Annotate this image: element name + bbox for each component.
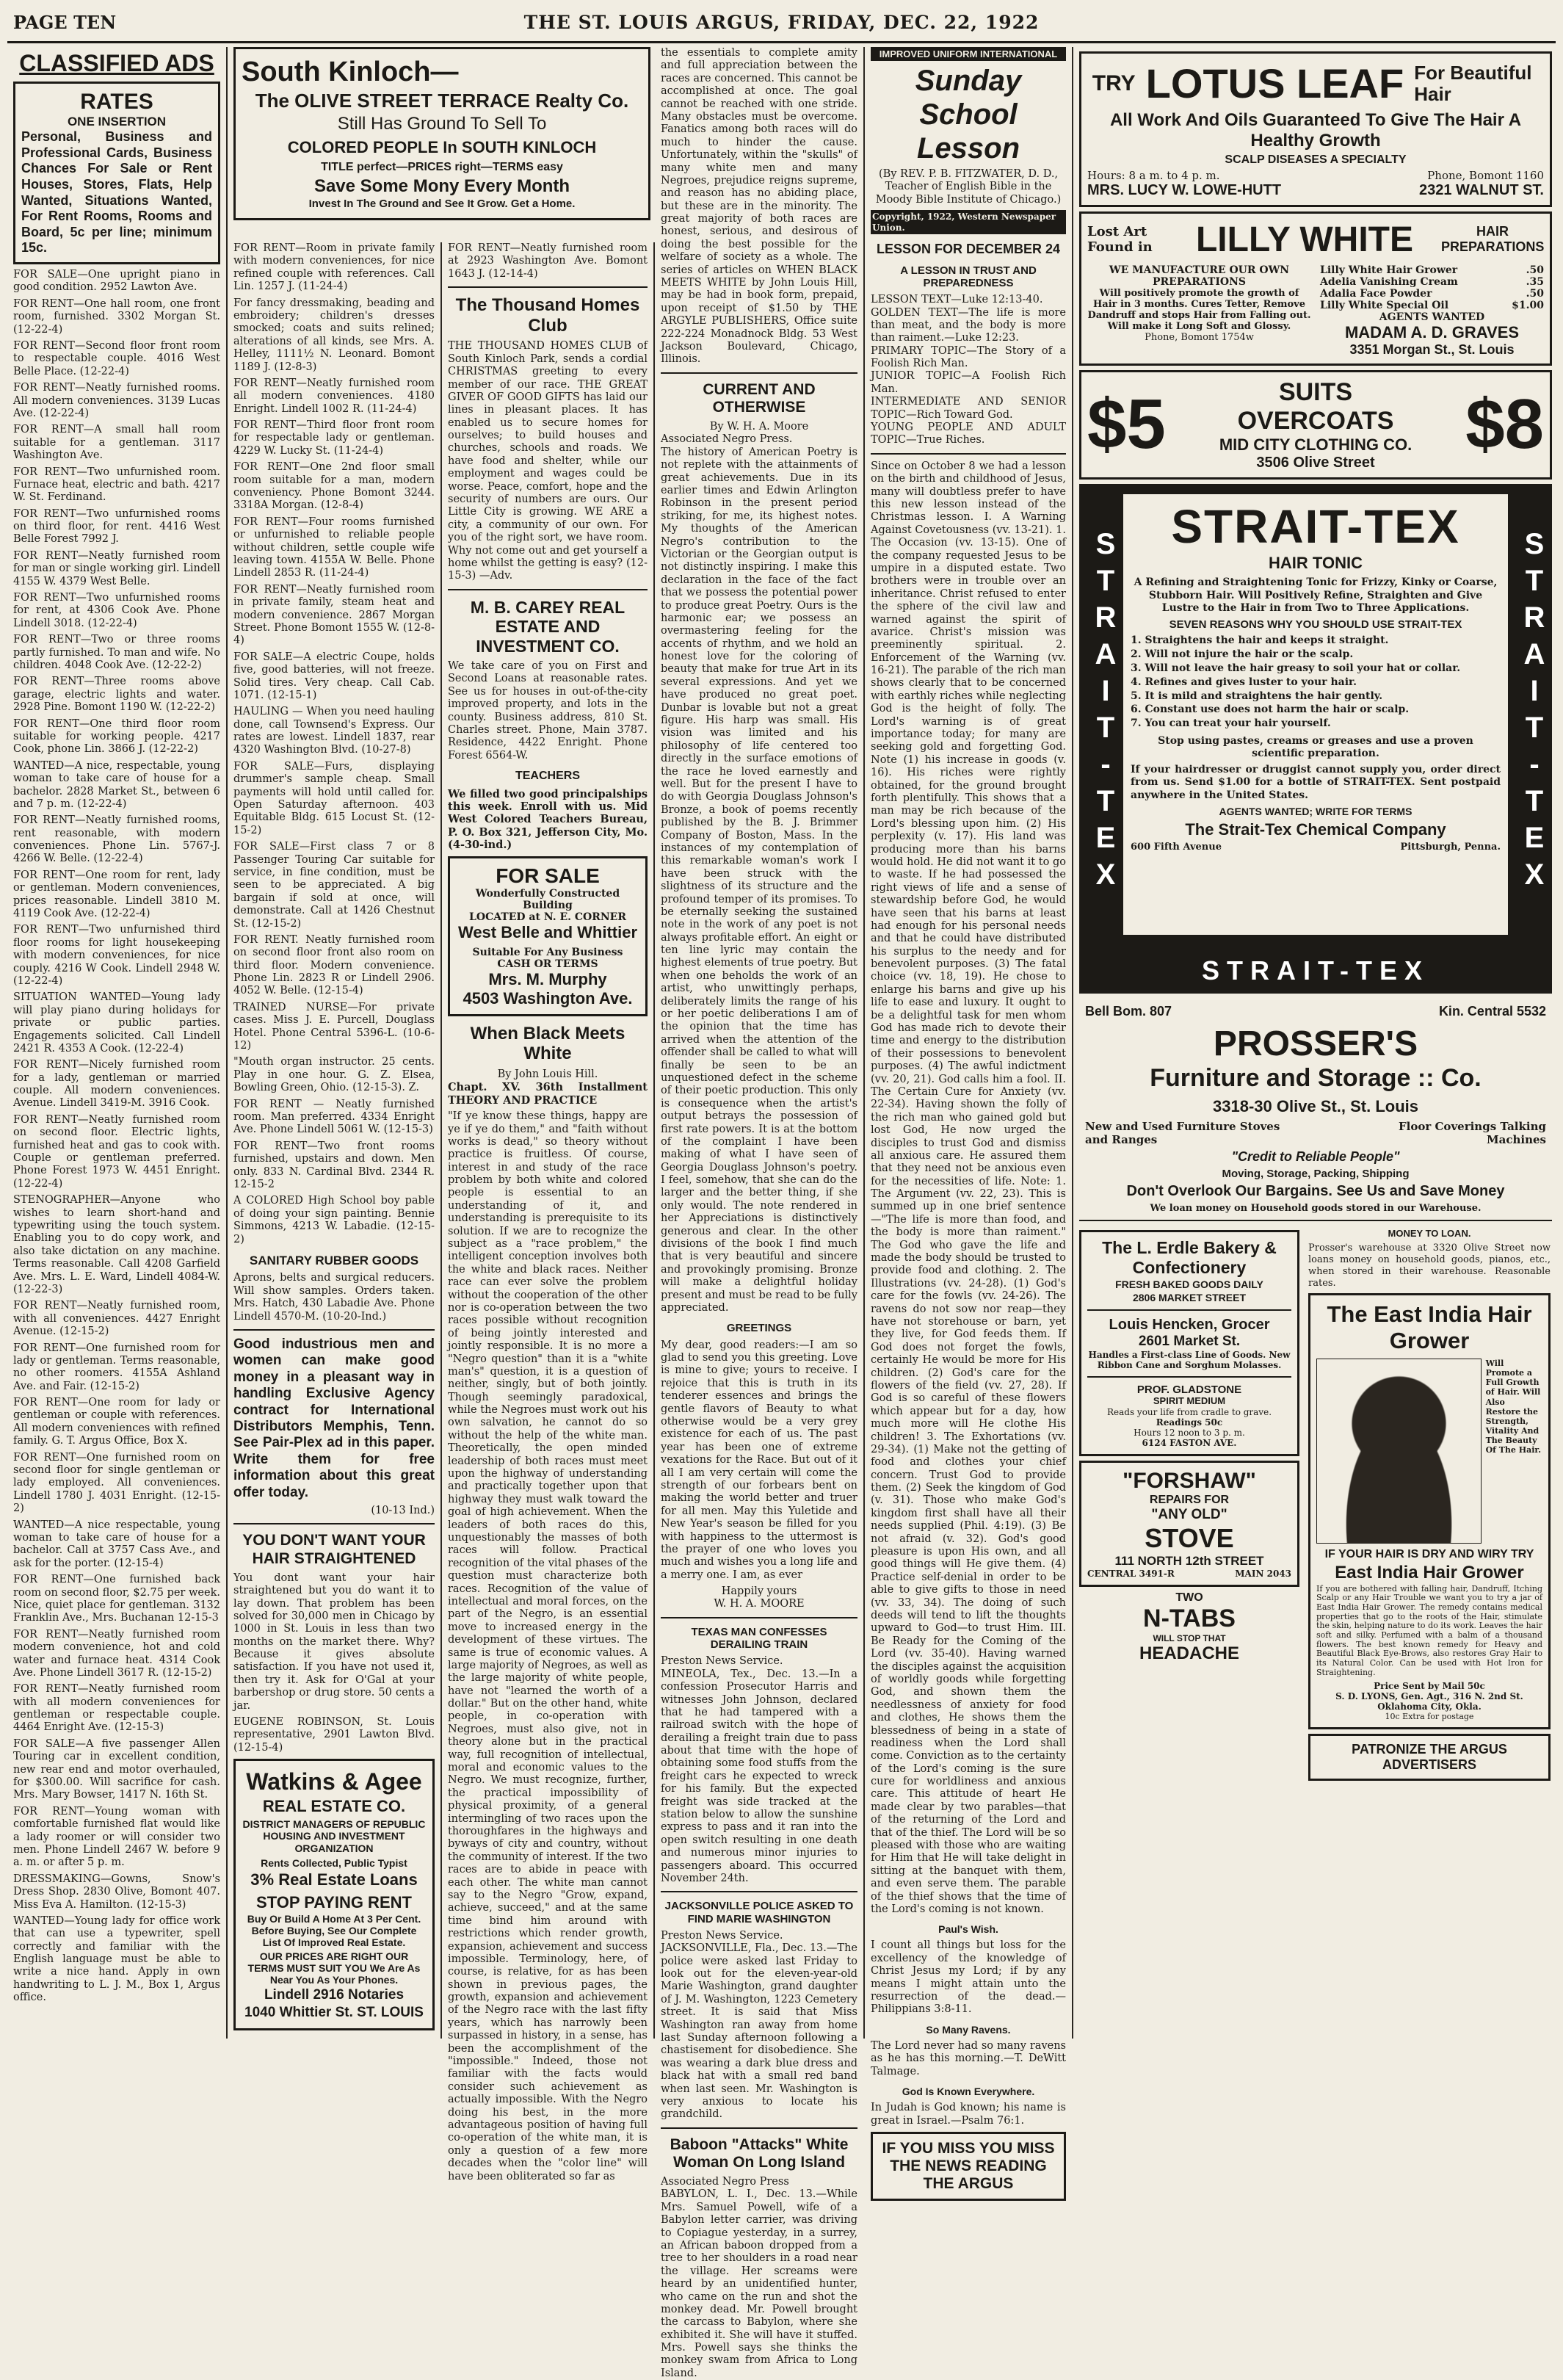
jax-text: JACKSONVILLE, Fla., Dec. 13.—The police were asked last Friday to look out for the eleven-year-old Marie Washington, grand daughter of J. M. Washington, 1223 Cemetery street. It is said that Miss Washington ran away from home last Sunday afternoon following a chastisement for disobedience. She was wearing a dark blue dress and black hat with a small red band when last seen. Mr. Washington is very anxious to locate his grandchild. — [661, 1942, 857, 2121]
classified-ad: FOR RENT—Neatly furnished rooms, rent reasonable, with modern conveniences. Phone Lin. 5767-J. 4266 W. Belle. (12-22-4) — [13, 814, 220, 865]
classified-ad: FOR RENT—Third floor front room for respectable lady or gentleman. 4229 W. Lucky St. (11-24-4) — [233, 419, 435, 457]
bottom-left-ads — [1079, 1226, 1299, 1784]
gladstone-title: PROF. GLADSTONE — [1136, 1383, 1242, 1396]
current-byline: By W. H. A. Moore — [709, 421, 809, 433]
classified-ad: WANTED—A nice, respectable, young woman to take care of house for a bachelor. 2828 Market St., between 6 and 7 p. m. (12-22-4) — [13, 759, 220, 810]
sanitary-heading: SANITARY RUBBER GOODS — [249, 1253, 419, 1267]
loan-text: Prosser's warehouse at 3320 Olive Street now loans money on household goods, pianos, etc., when stored in their warehouse. Reasonable rates. — [1308, 1243, 1551, 1289]
classified-ad: FOR SALE—A five passenger Allen Touring car in excellent condition, new rear end and motor overhauled, for $300.00. Will sacrifice for cash. Mrs. Mary Bowser, 1417 N. 16th St. — [13, 1737, 220, 1801]
strait-side-left — [1087, 527, 1122, 905]
divider — [871, 453, 1066, 455]
forshaw-repairs: REPAIRS FOR — [1149, 1494, 1230, 1507]
eastindia-extra: 10c Extra for postage — [1385, 1712, 1474, 1722]
classified-ad: FOR RENT—Neatly furnished room with all modern conveniences for gentleman or respectable couple. 4464 Enright Ave. (12-15-3) — [13, 1683, 220, 1734]
lesson-young: YOUNG PEOPLE AND ADULT TOPIC—True Riches. — [871, 422, 1066, 446]
east-india-ad — [1308, 1293, 1551, 1729]
watkins-line: Buy Or Build A Home At 3 Per Cent. Before Buying, See Our Complete List Of Improved Real Estate. — [247, 1913, 421, 1949]
classified-ad: FOR RENT—Neatly furnished room all modern conveniences. 4180 Enright. Lindell 1002 R. (11-24-4) — [233, 377, 435, 415]
forshaw-ad — [1079, 1461, 1299, 1587]
forsale-line: 4503 Washington Ave. — [463, 988, 633, 1008]
eastindia-side: Will Promote a Full Growth of Hair. Will Also Restore the Strength, Vitality And The Beauty Of The Hair. — [1485, 1358, 1542, 1455]
loan-heading: MONEY TO LOAN. — [1388, 1228, 1471, 1240]
classified-ad: FOR RENT—One room for rent, lady or gentleman. Modern conveniences, prices reasonable. Lindell 3810 M. 4119 Cook Ave. (12-22-4) — [13, 869, 220, 920]
strait-intro: A Refining and Straightening Tonic for Frizzy, Kinky or Coarse, Stubborn Hair. Will Positively Refine, Straighten and Give Lustre to the Hair in from Two to Three Applications. — [1134, 576, 1498, 614]
prosser-floor: Floor Coverings Talking Machines — [1399, 1120, 1546, 1147]
forsale-line: Suitable For Any Business — [472, 946, 623, 958]
paul-text: I count all things but loss for the excellency of the knowledge of Christ Jesus my Lord; if by any means I might attain unto the resurrection of the dead.—Philippians 3:8-11. — [871, 1939, 1066, 2016]
lesson-junior: JUNIOR TOPIC—A Foolish Rich Man. — [871, 370, 1066, 395]
classified-title: CLASSIFIED ADS — [19, 50, 214, 76]
strait-tex-ad — [1079, 484, 1552, 994]
lotus-name: MRS. LUCY W. LOWE-HUTT — [1087, 181, 1282, 198]
hair-text: You dont want your hair straightened but you do want it to lay down. That problem has been solved for 30,000 men in Chicago by 1000 in St. Louis in less than two months on the market there. Why? Because it gives absolute satisfaction. If you have not used it, then try it. Ask for O'Gal at your barbershop or drug store. 50 cents a jar. — [233, 1571, 435, 1712]
lilly-white-ad — [1079, 211, 1552, 366]
prosser-title: PROSSER'S — [1213, 1024, 1418, 1063]
lilly-lost: Lost Art Found in — [1087, 224, 1153, 256]
rates-text: Personal, Business and Professional Cards, Business Chances For Sale or Rent Houses, Stores, Flats, Help Wanted, Situations Wanted, For Rent Rooms, Rooms and Board, 5c per line; minimum 15c. — [21, 129, 212, 256]
classified-ad: HAULING — When you need hauling done, call Townsend's Express. Our rates are lowest. Lindell 1837, rear 4320 Washington Blvd. (10-27-8) — [233, 706, 435, 756]
forsale-line: Mrs. M. Murphy — [488, 969, 607, 988]
lotus-line: All Work And Oils Guaranteed To Give The Hair A Healthy Growth — [1109, 110, 1522, 151]
hencken-title: Louis Hencken, Grocer — [1109, 1317, 1270, 1334]
classified-ad: WANTED—A nice respectable, young woman to take care of house for a bachelor. Call at 3757 Cass Ave., and ask for the porter. (12-15-4) — [13, 1519, 220, 1569]
watkins-line: OUR PRICES ARE RIGHT OUR TERMS MUST SUIT YOU We Are As Near You As Your Phones. — [247, 1950, 421, 1986]
lilly-price-row — [1320, 288, 1544, 300]
kinloch-line: Invest In The Ground and See It Grow. Get a Home. — [308, 198, 576, 211]
page-number: PAGE TEN — [13, 12, 117, 33]
classified-ad: FOR SALE—One upright piano in good condition. 2952 Lawton Ave. — [13, 269, 220, 294]
gladstone-text: Reads your life from cradle to grave. — [1106, 1407, 1272, 1418]
wbmw-heading: When Black Meets White — [470, 1023, 625, 1064]
strait-reason: 1. Straightens the hair and keeps it straight. — [1131, 634, 1389, 646]
classified-ad: FOR RENT—Room in private family with modern conveniences, for nice refined couple with references. Call Lin. 1257 J. (11-24-4) — [233, 242, 435, 293]
column-ads — [1073, 47, 1558, 2039]
suits-line: OVERCOATS — [1237, 406, 1394, 435]
strait-druggist: If your hairdresser or druggist cannot supply you, order direct from us. Send $1.00 for a bottle of STRAIT-TEX. Sent postpaid anywhere in the United States. — [1131, 764, 1501, 801]
strait-seven: SEVEN REASONS WHY YOU SHOULD USE STRAIT-TEX — [1169, 618, 1462, 631]
strait-side-text: STRAIT-TEX — [1518, 527, 1551, 895]
prosser-bell: Bell Bom. 807 — [1085, 1003, 1172, 1019]
lilly-price-item: Lilly White Special Oil — [1320, 299, 1449, 311]
classified-ad: FOR RENT. Neatly furnished room on second floor front also room on third floor. Modern convenience. Phone Lin. 2823 R or Lindell 2906. 4052 W. Belle. (12-15-4) — [233, 933, 435, 997]
classified-ad: FOR RENT—Neatly furnished rooms. All modern conveniences. 3139 Lucas Ave. (12-22-4) — [13, 382, 220, 419]
lotus-leaf-ad — [1079, 51, 1552, 207]
argus-promo-box: IF YOU MISS YOU MISS THE NEWS READING THE ARGUS — [871, 2132, 1066, 2201]
strait-subtitle: HAIR TONIC — [1269, 554, 1363, 573]
classified-ad: FOR RENT—One furnished room for lady or gentleman. Terms reasonable, no other roomers. 4155A Ashland Ave. and Fair. (12-15-2) — [13, 1342, 220, 1392]
masthead — [7, 6, 1556, 43]
gladstone-subtitle: SPIRIT MEDIUM — [1153, 1395, 1226, 1407]
lilly-price: .50 — [1526, 264, 1544, 276]
forshaw-any: "ANY OLD" — [1151, 1507, 1227, 1523]
lesson-primary: PRIMARY TOPIC—The Story of a Foolish Rich Man. — [871, 344, 1066, 370]
strait-reason: 6. Constant use does not harm the hair or scalp. — [1131, 703, 1410, 716]
lilly-price-row — [1320, 264, 1544, 276]
classified-ad: FOR RENT—Neatly furnished room in private family, steam heat and modern convenience. 2867 Morgan Street. Phone Bomont 1555 W. (12-8-4) — [233, 583, 435, 647]
column-two-body — [228, 242, 442, 2039]
lilly-madam: MADAM A. D. GRAVES — [1344, 322, 1520, 341]
teachers-text: We filled two good principalships this week. Enroll with us. Mid West Colored Teachers Bureau, P. O. Box 321, Jefferson City, Mo. (4-30-ind.) — [448, 787, 648, 852]
lilly-we: WE MANUFACTURE OUR OWN PREPARATIONS — [1109, 264, 1290, 288]
prosser-subtitle: Furniture and Storage :: Co. — [1150, 1063, 1482, 1092]
divider — [448, 286, 648, 288]
wbmw-chapter: Chapt. XV. 36th Installment THEORY AND PRACTICE — [448, 1081, 648, 1107]
texas-text: MINEOLA, Tex., Dec. 13.—In a confession Prosecutor Harris and witnesses John Johnson, declared that he had tampered with a railroad switch with the hope of derailing a freight train due to pass about that time with the hope of obtaining some food stuffs from the freight cars he expected to wreck for his family. But the expected freight was side tracked at the station below to allow the sunshine express to pass and it ran into the open switch resulting in one death and numerous minor injuries to passengers aboard. This occurred November 24th. — [661, 1668, 857, 1884]
rates-box — [13, 82, 220, 264]
strait-reasons — [1131, 634, 1501, 731]
strait-reason: 3. Will not leave the hair greasy to soil your hat or collar. — [1131, 662, 1461, 674]
suits-line: 3506 Olive Street — [1256, 454, 1375, 471]
prosser-kinloch: Kin. Central 5532 — [1438, 1003, 1546, 1019]
classified-ad: FOR RENT—Neatly furnished room on second floor. Electric lights, furnished heat and gas to cook with. Couple or gentleman preferred. Phone Forest 1973 W. 4451 Enright. (12-22-4) — [13, 1113, 220, 1190]
woman-portrait-icon — [1316, 1359, 1482, 1544]
kinloch-title: South Kinloch— — [242, 57, 459, 87]
bottom-right-ads — [1308, 1226, 1551, 1784]
classified-ad: FOR RENT—One room for lady or gentleman or couple with references. All modern conveniences with refined family. G. T. Argus Office, Box X. — [13, 1397, 220, 1447]
lotus-try: TRY — [1092, 70, 1136, 95]
forsale-line: West Belle and Whittier — [457, 922, 638, 941]
watkins-line: 1040 Whittier St. ST. LOUIS — [244, 2004, 424, 2020]
kinloch-line: COLORED PEOPLE In SOUTH KINLOCH — [287, 138, 597, 157]
carey-heading: M. B. CAREY REAL ESTATE AND INVESTMENT CO. — [470, 597, 625, 656]
divider — [661, 1617, 857, 1618]
newspaper-title: THE ST. LOUIS ARGUS, FRIDAY, DEC. 22, 1922 — [523, 12, 1040, 33]
kinloch-line: TITLE perfect—PRICES right—TERMS easy — [321, 161, 563, 174]
column-four — [655, 47, 865, 2379]
watkins-title: Watkins & Agee — [246, 1768, 422, 1795]
strait-city: Pittsburgh, Penna. — [1400, 841, 1501, 853]
divider — [1087, 1309, 1291, 1311]
baboon-source: Associated Negro Press — [661, 2176, 789, 2188]
lilly-price-item: Adalia Face Powder — [1320, 287, 1432, 300]
forsale-ad — [448, 856, 648, 1016]
classified-ad: FOR RENT—Neatly furnished room, with all conveniences. 4427 Enright Avenue. (12-15-2) — [13, 1300, 220, 1338]
hair-heading: YOU DON'T WANT YOUR HAIR STRAIGHTENED — [242, 1532, 426, 1567]
greetings-text: My dear, good readers:—I am so glad to send you this greeting. Love is mine to give; yours to receive. I rejoice that this is truth in its tenderer essences and brings the gentle flavors of Beauty to what otherwise would be a very grey existence for each of us. The past year has been one of extreme vexations for the Race. But out of it all I am very certain will come the strength of our forbears bent on making the world better and truer for all men. May this Yuletide and New Year's season be filled for you with happiness to the uttermost is the prayer of one who loves you much and wishes you a long life and a merry one. I am, as ever — [661, 1339, 857, 1581]
classified-ad: DRESSMAKING—Gowns, Snow's Dress Shop. 2830 Olive, Bomont 407. Miss Eva A. Hamilton. (12-15-3) — [13, 1873, 220, 1911]
wbmw-byline: By John Louis Hill. — [497, 1068, 598, 1080]
forshaw-main: MAIN 2043 — [1235, 1569, 1291, 1580]
lilly-title: LILLY WHITE — [1195, 220, 1413, 259]
classified-ad: FOR RENT—Neatly furnished room at 2923 Washington Ave. Bomont 1643 J. (12-14-4) — [448, 242, 648, 280]
lesson-heading: LESSON FOR DECEMBER 24 — [876, 241, 1061, 256]
classified-ad: STENOGRAPHER—Anyone who wishes to learn short-hand and typewriting using the touch system. Enabling you to do copy work, and also take dictation on any machine. Terms reasonable. Call 4208 Garfield Ave. Mrs. L. E. Ward, Lindell 4084-W. (12-22-3) — [13, 1194, 220, 1295]
greetings-heading: GREETINGS — [726, 1322, 792, 1335]
eastindia-price: Price Sent by Mail 50c — [1374, 1681, 1485, 1692]
forsale-line: Wonderfully Constructed Building — [475, 887, 620, 911]
lilly-address: 3351 Morgan St., St. Louis — [1349, 341, 1515, 357]
column-five — [865, 47, 1073, 2193]
lotus-address: 2321 WALNUT ST. — [1418, 181, 1544, 198]
classified-ad: SITUATION WANTED—Young lady will play piano during holidays for private or public parties. Engagements solicited. Call Lindell 2421 R. 4353 A Cook. (12-22-4) — [13, 991, 220, 1055]
current-heading: CURRENT AND OTHERWISE — [703, 380, 816, 416]
kinloch-ad — [233, 47, 650, 220]
ssl-title: Sunday School — [915, 65, 1022, 131]
erdle-subtitle: FRESH BAKED GOODS DAILY — [1115, 1278, 1263, 1290]
lesson-text-head: LESSON TEXT—Luke 12:13-40. — [871, 294, 1043, 306]
strait-address: 600 Fifth Avenue — [1131, 841, 1222, 853]
strait-reason: 2. Will not injure the hair or the scalp. — [1131, 648, 1354, 660]
industrious-ad: Good industrious men and women can make good money in a pleasant way in handling Exclusive Agency contract for International Distributors Memphis, Tenn. See Pair-Plex ad in this paper. Write them for free information about this great offer today. — [233, 1337, 435, 1500]
lilly-price: .50 — [1526, 287, 1544, 300]
eastindia-title2: East India Hair Grower — [1335, 1563, 1524, 1583]
watkins-line: DISTRICT MANAGERS OF REPUBLIC HOUSING AND INVESTMENT ORGANIZATION — [242, 1818, 426, 1854]
eastindia-address: S. D. LYONS, Gen. Agt., 316 N. 2nd St. Oklahoma City, Okla. — [1335, 1691, 1523, 1712]
known-text: In Judah is God known; his name is great in Israel.—Psalm 76:1. — [871, 2102, 1066, 2127]
patronize-box: PATRONIZE THE ARGUS ADVERTISERS — [1308, 1734, 1551, 1780]
classified-ad: FOR RENT—One hall room, one front room, furnished. 3302 Morgan St. (12-22-4) — [13, 297, 220, 336]
strait-reason: 7. You can treat your hair yourself. — [1131, 717, 1331, 730]
prosser-credit: "Credit to Reliable People" — [1231, 1149, 1400, 1165]
strait-agents: AGENTS WANTED; WRITE FOR TERMS — [1219, 805, 1412, 817]
divider — [661, 2127, 857, 2129]
strait-bottom: STRAIT-TEX — [1201, 955, 1429, 985]
divider — [661, 1891, 857, 1892]
classified-ad: FOR RENT—Neatly furnished room modern convenience, hot and cold water and furnace heat. 4314 Cook Ave. Phone Lindell 3617 R. (12-15-2) — [13, 1628, 220, 1679]
lilly-price-row — [1320, 300, 1544, 311]
ntabs-ad — [1079, 1591, 1299, 1664]
forsale-line: CASH OR TERMS — [497, 958, 598, 970]
texas-heading: TEXAS MAN CONFESSES DERAILING TRAIN — [691, 1625, 827, 1652]
watkins-line: Lindell 2916 Notaries — [264, 1986, 405, 2003]
classified-ad: For fancy dressmaking, beading and embroidery; children's dresses smocked; coats and suits relined; alterations of all kinds, see Mrs. A. Helley, 1111½ N. Leonard. Bomont 1189 J. (12-8-3) — [233, 297, 435, 373]
classified-ad: FOR RENT—A small hall room suitable for a gentleman. 3117 Washington Ave. — [13, 424, 220, 462]
baboon-heading: Baboon "Attacks" White Woman On Long Island — [670, 2135, 849, 2171]
current-text: The history of American Poetry is not replete with the attainments of great achievements. Due in its earlier times and Edwin Arlington Robinson in the present period striking, for me, its highest notes. My thoughts of the American Negro's contribution to the Victorian or the Georgian output is not distinctly inspiring. I make this declaration in the face of the fact that we possess the potential power to produce great Poetry. Ours is the harmonic ear; we possess an overmastering feeling for the accents of rhythm, and we hold an honest love for the coloring of beauty that make for true Art in its several expressions. And yet we have produced no great poet. Dunbar is lovable but not a great figure. His harp was small. His vision was limited and his philosophy of life centered too directly in the surface emotions of the race he loved earnestly and well. But for the present I have to do with Georgia Douglass Johnson's Bronze, a book of poems recently published by the B. J. Brimmer Company of Boston, Mass. In the instances of my contemplation of this remarkable woman's work I have been struck with the slightness of its structure and the profound temper of its promises. To be eternally seeking the sustained note in the work of any poet is not always profitable effort. An eight or ten line lyric may contain the highest elements of true poetry. But when one beholds the work of an artist, who unwittingly perhaps, deliberately limits the range of his or her poetic deliberations I am of the opinion that the time has arrived when the attention of the offender shall be called to what will finally be seen to be an unquestioned defect in the scheme of their poetic production. This only is consequence when the artist's output betrays the possession of first rate powers. It is at the bottom of the complaint I have been making of what I have seen of Georgia Douglass Johnson's poetry. I feel, somehow, that she can do the larger and the better thing, if she only would. The note rendered in her Appreciations is distinctively generous and clear. In the other divisions of the book I find much that is very beautiful and sincere and provokingly promising. Bronze will make a delightful holiday present and must be read to be fully appreciated. — [661, 446, 857, 1314]
classified-ad: FOR RENT—Two unfurnished rooms on third floor, for rent. 4416 West Belle Forest 7992 J. — [13, 507, 220, 546]
lilly-phone: Phone, Bomont 1754w — [1145, 331, 1254, 343]
ntabs-stop: WILL STOP THAT — [1153, 1633, 1226, 1644]
column-three — [442, 242, 655, 2182]
prosser-ad — [1079, 998, 1552, 1222]
strait-company: The Strait-Tex Chemical Company — [1185, 820, 1446, 839]
classified-ad: FOR RENT—Two unfurnished room. Furnace heat, electric and bath. 4217 W. St. Ferdinand. — [13, 466, 220, 504]
teachers-heading: TEACHERS — [515, 770, 580, 783]
jax-heading: JACKSONVILLE POLICE ASKED TO FIND MARIE WASHINGTON — [664, 1900, 854, 1925]
kinloch-company: The OLIVE STREET TERRACE Realty Co. — [255, 89, 629, 112]
forsale-line: LOCATED at N. E. CORNER — [469, 911, 626, 923]
carey-text: We take care of you on First and Second Loans at reasonable rates. See us for houses in out-of-the-city improved property, and lots in the county. Business address, 810 St. Charles street. Phone, Main 3787. Residence, 4422 Enright. Phone Forest 6564-W. — [448, 660, 648, 762]
kinloch-line: Still Has Ground To Sell To — [337, 113, 547, 134]
ravens-heading: So Many Ravens. — [926, 2023, 1011, 2036]
classified-ad: FOR RENT—Second floor front room to respectable couple. 4016 West Belle Place. (12-22-4) — [13, 340, 220, 377]
rates-title: RATES — [80, 89, 153, 114]
suits-line: SUITS — [1278, 377, 1353, 406]
divider — [233, 1329, 435, 1331]
gladstone-readings: Readings 50c — [1156, 1417, 1223, 1428]
gladstone-address: 6124 FASTON AVE. — [1142, 1438, 1237, 1449]
paul-heading: Paul's Wish. — [938, 1923, 998, 1936]
classified-ad: "Mouth organ instructor. 25 cents. Play in one hour. G. Z. Elsea, Bowling Green, Ohio. (12-15-3). Z. — [233, 1056, 435, 1094]
strait-side-right — [1515, 527, 1551, 905]
divider — [448, 589, 648, 590]
classified-ad: FOR SALE—First class 7 or 8 Passenger Touring Car suitable for service, in fine condition, must be seen to be appreciated. A big bargain if sold at once, will demonstrate. Call at 1426 Chestnut St. (12-15-2) — [233, 841, 435, 930]
hencken-text: Handles a First-class Line of Goods. New Ribbon Cane and Sorghum Molasses. — [1088, 1350, 1291, 1370]
watkins-subtitle: REAL ESTATE CO. — [262, 1797, 406, 1816]
ntabs-two: TWO — [1175, 1591, 1203, 1605]
classified-ad: FOR RENT—Two or three rooms partly furnished. To man and wife. No children. 4048 Cook Ave. (12-22-2) — [13, 634, 220, 671]
jax-source: Preston News Service. — [661, 1929, 783, 1942]
lilly-price-item: Lilly White Hair Grower — [1320, 264, 1458, 276]
forshaw-title: "FORSHAW" — [1123, 1469, 1256, 1494]
erdle-address: 2806 MARKET STREET — [1132, 1292, 1247, 1304]
industrious-ref: (10-13 Ind.) — [371, 1505, 435, 1517]
baboon-text: BABYLON, L. I., Dec. 13.—While Mrs. Samuel Powell, wife of a Babylon letter carrier, was driving to Copiague yesterday, in a surrey, an African baboon dropped from a tree to her shoulders in a road near the village. Her screams were heard by an unidentified hunter, who came on the run and shot the monkey dead. Mr. Powell brought the carcass to Babylon, where she exhibited it. She will have it stuffed. Mrs. Powell says she thinks the monkey swam from Africa to Long Island. — [661, 2188, 857, 2379]
divider — [233, 1523, 435, 1524]
prosser-new: New and Used Furniture Stoves and Ranges — [1085, 1120, 1280, 1147]
lilly-agents: AGENTS WANTED — [1379, 311, 1485, 323]
lesson-body: Since on October 8 we had a lesson on the birth and childhood of Jesus, many will doubtless prefer to have this new lesson instead of the Christmas lesson. I. A Warning Against Covetousness (vv. 13-21). 1. The Occasion (vv. 13-15). One of the company requested Jesus to be umpire in a disputed estate. Two brothers were in trouble over an inheritance. Christ refused to enter the sphere of the civil law and warned against the spirit of avarice. Christ's mission was preeminently spiritual. 2. Enforcement of the Warning (vv. 16-21). The parable of the rich man shows clearly that to be concerned with earthly riches while neglecting God is the height of folly. The Lord's warning is of great importance today; for many are seeking gold and forgetting God. Note (1) his increase in goods (v. 16). His riches were rightly obtained, for the ground brought forth plentifully. This shows that a man may be rich because of the Lord's blessing upon him. (2) His perplexity (v. 17). His land was producing more than his barns would hold. He did not want it to go to waste. If he had possessed the right views of life and a sense of stewardship before God, he would have seen that his barns at least had enough for his personal needs and that he could have distributed his surplus to the needy and for benevolent purposes. (3) The fatal choice (vv. 18, 19). He chose to enlarge his barns and give up his life to ease and luxury. It ought to be a delightful task for men whom God has made rich to devote their time and energy to the distribution of their possessions to benevolent purposes. (4) The awful indictment (vv. 20, 21). God calls him a fool. II. The Certain Cure for Anxiety (vv. 22-34). Having shown the folly of the rich man who gained gold but lost God, He now urged the disciples to trust God and dismiss all anxious care. He assured them that they need not be anxious even for the necessities of life. Note: 1. The Argument (vv. 22, 23). This is summed up in one brief sentence—"The life is more than food, and the body is more than raiment." The God who gave the life and made the body should be trusted to provide food and clothing. 2. The Illustrations (vv. 24-28). (1) God's care for the fowls (vv. 24-26). The ravens do not sow nor reap—they have not storehouse or barn, yet they live, for God feeds them. If God does not forget the fowls, certainly He would be more for His children. (2) God's care for the flowers of the field (vv. 27, 28). If God is so careful of these flowers which appear but for a day, how much more will He clothe His children! 3. The Exhortations (vv. 29-34). (1) Make not the getting of food and clothes your chief concern. Trust God to provide them. (2) Seek the kingdom of God (v. 31). Those who make God's kingdom first shall have all their needs supplied (Phil. 4:19). (3) Be not afraid (v. 32). God's good pleasure is upon His own, and all good things will He give them. (4) Practice self-denial in order to be able to give gifts to those in need (vv. 33, 34). The doing of such deeds will tend to lift the thoughts upward to God—to trust Him. III. Be Ready for the Coming of the Lord (vv. 35-40). Having warned the disciples against the acquisition of worldly goods while forgetting God, and shown them the needlessness of anxiety for food and clothes, He shows them the blessedness of being in a state of readiness when the Lord shall come. Conviction as to the certainty of the Lord's coming is the sure cure for worldliness and anxious care. This attitude of heart He made clear by two parables—that of the returning of the Lord and that of the thief. The Lord will be so pleased with those who are waiting for Him that He will take delight in sitting at the banquet with them, and even serve them. The parable of the thief shows that the time of the Lord's coming is not known. — [871, 460, 1066, 1915]
strait-title: STRAIT-TEX — [1171, 499, 1460, 553]
watkins-ad — [233, 1759, 435, 2030]
classified-ad: FOR RENT—Four rooms furnished or unfurnished to reliable people without children, settle couple wife leaving town. 4155A W. Belle. Phone Lindell 2853 R. (11-24-4) — [233, 516, 435, 579]
lesson-intermediate: INTERMEDIATE AND SENIOR TOPIC—Rich Toward God. — [871, 396, 1066, 421]
erdle-ad — [1079, 1230, 1299, 1456]
lotus-for: For Beautiful Hair — [1414, 61, 1532, 105]
ssl-top: IMPROVED UNIFORM INTERNATIONAL — [871, 47, 1066, 61]
bottom-ads-row — [1079, 1226, 1552, 1784]
strait-reason: 4. Refines and gives luster to your hair. — [1131, 676, 1357, 688]
classified-ad: FOR RENT—One furnished back room on second floor, $2.75 per week. Nice, quiet place for gentleman. 3132 Franklin Ave., Mrs. Buchanan 12-15-3 — [13, 1574, 220, 1624]
ssl-copyright: Copyright, 1922, Western Newspaper Union. — [871, 210, 1066, 234]
classified-ad: FOR RENT—One third floor room suitable for working people. 4217 Cook, phone Lin. 3866 J. (12-22-2) — [13, 717, 220, 756]
ntabs-headache: HEADACHE — [1139, 1643, 1239, 1664]
greetings-close: Happily yours — [721, 1585, 797, 1598]
classified-ad: FOR RENT—One 2nd floor small room suitable for a man, modern conveniency. Phone Bomont 3244. 3318A Morgan. (12-8-4) — [233, 461, 435, 512]
wbmw-text: "If ye know these things, happy are ye if ye do them," and "faith without works is dead," so theory without practice is fruitless. Of course, interest in and study of the race problem by both white and colored people is essential to an understanding of it, and understanding is prerequisite to its solution. If we are to recognize the subject as a "race problem," the intelligent conception involves both the white and black races. Neither race can ever solve the problem without the cooperation of the other nor is co-operation between the two races possible without recognition of being jointly interested and jointly responsible. It is no more a "Negro question" than it is a "white man's" question, it is a question of neither, singly, but of both jointly. Though seemingly paradoxical, while the Negroes must work out his own salvation, he cannot do so without the help of the white man. Theoretically, the open minded leadership of both races must meet upon the highway of understanding and practically together upon that highway they must walk toward the goal of high achievement. When the leaders of both races do this, unquestionably the masses of both races will follow. Practical recognition of the vital phases of the question must characterize both races. Recognition of the value of intellectual and moral forces, on the part of the Negro, is an essential move to increased energy in the development of these virtues. The same is true of economic values. A large majority of Negroes, as well as the large majority of white people, have not "learned the worth of a dollar." But on the other hand, white people, in co-operation with Negroes, must also give, not in theory alone but in the practical way, full recognition of intellectual, moral and economic values to the Negro. We must recognize, further, the practical impossibility of physical proximity, of a general intermingling of two races upon the thoroughfares in the highways and byways of city and country, without the community of interest. If the two races are to abide in peace with each other. The white man cannot say to the Negro "Grow, expand, achieve, succeed," and at the same time bind him around with restrictions which render growth, expansion, achievement and success impossible. Terminology, here, of course, is relative, for as has been shown in previous pages, the growth, expansion and achievement of the Negro race with the last fifty years, which has narrowly been surpassed in history, in a sense, has been the accomplishment of the "impossible." Indeed, those not familiar with the facts would consider such achievement as actually impossible. With the Negro doing his best, in the more advantageous position of having full co-operation of the white man, it is only a question of a few more decades when the "color line" will have been obliterated so far as — [448, 1110, 648, 2182]
classified-ad: FOR SALE—Furs, displaying drummer's sample cheap. Small payments will hold until called for. Open Saturday afternoon. 403 Equitable Bldg. 615 Locust St. (12-15-2) — [233, 760, 435, 836]
prosser-moving: Moving, Storage, Packing, Shipping — [1222, 1167, 1410, 1180]
strait-reason: 5. It is mild and straightens the hair gently. — [1131, 690, 1383, 702]
ravens-text: The Lord never had so many ravens as he has this morning.—T. DeWitt Talmage. — [871, 2039, 1066, 2077]
strait-stop: Stop using pastes, creams or greases and use a proven scientific preparation. — [1158, 735, 1473, 760]
column-classified — [7, 47, 228, 2039]
rates-subtitle: ONE INSERTION — [67, 115, 167, 129]
known-heading: God Is Known Everywhere. — [902, 2086, 1035, 2098]
classified-ad: FOR RENT—Three rooms above garage, electric lights and water. 2928 Pine. Bomont 1190 W. (12-22-2) — [13, 676, 220, 714]
classified-ad: A COLORED High School boy pable of doing your sign painting. Bennie Simmons, 4213 W. Labadie. (12-15-2) — [233, 1195, 435, 1245]
greetings-sign: W. H. A. MOORE — [714, 1598, 805, 1610]
classified-ad: FOR RENT—Neatly furnished room for man or single working girl. Lindell 4155 W. 4379 West Belle. — [13, 549, 220, 587]
classified-ad: FOR RENT—Young woman with comfortable furnished flat would like a lady roomer or will consider two men. Phone Lindell 2467 W. before 9 a. m. or after 5 p. m. — [13, 1805, 220, 1869]
forsale-heading: FOR SALE — [496, 864, 600, 887]
eastindia-title: The East India Hair Grower — [1327, 1301, 1532, 1354]
forshaw-central: CENTRAL 3491-R — [1087, 1569, 1175, 1580]
lotus-line: SCALP DISEASES A SPECIALTY — [1225, 153, 1407, 167]
sanitary-text: Aprons, belts and surgical reducers. Will show samples. Orders taken. Mrs. Hatch, 430 Labadie Ave. Phone Lindell 4570-M. (10-20-Ind.) — [233, 1272, 435, 1323]
lilly-price-row — [1320, 276, 1544, 288]
lilly-price: .35 — [1526, 275, 1544, 288]
watkins-line: 3% Real Estate Loans — [250, 1870, 418, 1889]
lotus-title: LOTUS LEAF — [1145, 60, 1404, 106]
ssl-byline: (By REV. P. B. FITZWATER, D. D., Teacher of English Bible in the Moody Bible Institute of Chicago.) — [875, 168, 1062, 206]
ssl-title: Lesson — [916, 132, 1020, 164]
classified-ad: FOR RENT—Nicely furnished room for a lady, gentleman or married couple. All modern conveniences. Avenue. Lindell 3419-M. 3916 Cook. — [13, 1059, 220, 1110]
eastindia-if: IF YOUR HAIR IS DRY AND WIRY TRY — [1324, 1547, 1534, 1560]
classified-ad: FOR RENT — Neatly furnished room. Man preferred. 4334 Enright Ave. Phone Lindell 5061 W. (12-15-3) — [233, 1098, 435, 1136]
midcity-ad — [1079, 370, 1552, 480]
watkins-line: Rents Collected, Public Typist — [261, 1856, 407, 1869]
prosser-address: 3318-30 Olive St., St. Louis — [1213, 1096, 1418, 1115]
classified-ad: FOR RENT—One furnished room on second floor for single gentleman or lady employed. All conveniences. Lindell 1780 J. 4031 Enright. (12-15-2) — [13, 1451, 220, 1515]
lesson-golden: GOLDEN TEXT—The life is more than meat, and the body is more than raiment.—Luke 12:23. — [871, 306, 1066, 344]
wbmw-continued: the essentials to complete amity and full appreciation between the races are concerned. This cannot be accomplished at once. The goal cannot be reached with one stride. Many obstacles must be overcome. Fanatics among both races will do much to hinder the cause. Unfortunately, within the "skulls" of many white men and many Negroes, prejudice reigns supreme, and reason has no abiding place, but these are in the minority. The great majority of both races are honest, serious, and desirous of doing the best possible for the welfare of society as a whole. The series of articles on WHEN BLACK MEETS WHITE by John Louis Hill, may be had in book form, prepaid, upon receipt of $1.50 by THE ARGYLE PUBLISHERS, Office suite 222-224 Monadnock Bldg. 53 West Jackson Boulevard, Chicago, Illinois. — [661, 47, 857, 366]
erdle-title: The L. Erdle Bakery & Confectionery — [1102, 1238, 1277, 1277]
kinloch-line: Save Some Mony Every Month — [313, 176, 570, 196]
lilly-price: $1.00 — [1512, 299, 1544, 311]
prosser-loan: We loan money on Household goods stored in our Warehouse. — [1150, 1203, 1482, 1215]
eastindia-text: If you are bothered with falling hair, Dandruff, Itching Scalp or any Hair Trouble we want you to try a jar of East India Hair Grower. The remedy contains medical properties that go to the roots of the Hair, stimulate the skin, helping nature to do its work. Leaves the hair soft and silky. Perfumed with a balm of a thousand flowers. The best known remedy for Heavy and Beautiful Black Eye-Brows, also restores Gray Hair to its Natural Color. Can be used with Hot Iron for Straightening. — [1316, 1583, 1542, 1677]
classified-ad: WANTED—Young lady for office work that can use a typewriter, spell correctly and familiar with the English language must be able to write a nice hand. Apply in own handwriting to L. J. M., Box 1, Argus office. — [13, 1914, 220, 2004]
hencken-address: 2601 Market St. — [1138, 1334, 1241, 1350]
current-source: Associated Negro Press. — [661, 433, 793, 446]
ntabs-title: N-TABS — [1143, 1605, 1236, 1633]
thousand-text: THE THOUSAND HOMES CLUB of South Kinloch Park, sends a cordial CHRISTMAS greeting to every member of our race. THE GREAT GIVER OF GOOD GIFTS has laid our lines in pleasant places. It has enabled us to secure homes for ourselves; to build houses and churches, schools and roads. We have food and shelter, while our employment and wages could be worse. Peace, comfort, hope and the security of numbers are ours. Our Little City is growing. WE ARE a city, a community of our own. For you of the right sort, we have room. Why not come out and get yourself a home whilst the getting is easy? (12-15-3) —Adv. — [448, 340, 648, 582]
divider — [661, 372, 857, 374]
suits-price-5: $5 — [1087, 385, 1166, 464]
gladstone-hours: Hours 12 noon to 3 p. m. — [1134, 1428, 1245, 1439]
forshaw-stove: STOVE — [1145, 1523, 1234, 1554]
suits-line: MID CITY CLOTHING CO. — [1219, 435, 1412, 454]
lotus-phone: Phone, Bomont 1160 — [1427, 168, 1544, 182]
forshaw-address: 111 NORTH 12th STREET — [1114, 1554, 1264, 1569]
lilly-text: Will positively promote the growth of Hair in 3 months. Cures Tetter, Remove Dandruff and stops Hair from Falling out. Will make it Long Soft and Glossy. — [1087, 287, 1311, 332]
suits-price-8: $8 — [1465, 385, 1544, 464]
classified-ad: FOR RENT—Two unfurnished rooms for rent, at 4306 Cook Ave. Phone Lindell 3018. (12-22-4) — [13, 592, 220, 629]
prosser-dont: Don't Overlook Our Bargains. See Us and Save Money — [1126, 1183, 1505, 1200]
divider — [1087, 1376, 1291, 1378]
lesson-subheading: A LESSON IN TRUST AND PREPAREDNESS — [900, 264, 1037, 289]
watkins-line: STOP PAYING RENT — [256, 1892, 412, 1911]
lotus-hours: Hours: 8 a m. to 4 p. m. — [1087, 168, 1220, 182]
lilly-price-item: Adelia Vanishing Cream — [1320, 275, 1458, 288]
classified-ad: FOR RENT—Two unfurnished third floor rooms for light housekeeping with modern conveniences, for nice couply. 4216 W Cook. Lindell 2948 W. (12-22-4) — [13, 924, 220, 987]
classified-ad: FOR RENT—Two front rooms furnished, upstairs and down. Men only. 833 N. Cardinal Blvd. 2344 R. 12-15-2 — [233, 1140, 435, 1190]
strait-side-text: STRAIT-TEX — [1089, 527, 1122, 895]
texas-source: Preston News Service. — [661, 1655, 783, 1668]
hair-sign: EUGENE ROBINSON, St. Louis representative, 2901 Lawton Blvd. (12-15-4) — [233, 1716, 435, 1754]
classified-list — [13, 269, 220, 2005]
classified-ad: TRAINED NURSE—For private cases. Miss J. E. Purcell, Douglass Hotel. Phone Central 5396-L. (10-6-12) — [233, 1001, 435, 1052]
lilly-hair: HAIR PREPARATIONS — [1440, 224, 1545, 255]
thousand-heading: The Thousand Homes Club — [455, 295, 640, 336]
classified-ad: FOR SALE—A electric Coupe, holds five, good batteries, will not freeze. Solid tires. Very cheap. Call Cab. 1071. (12-15-1) — [233, 651, 435, 701]
